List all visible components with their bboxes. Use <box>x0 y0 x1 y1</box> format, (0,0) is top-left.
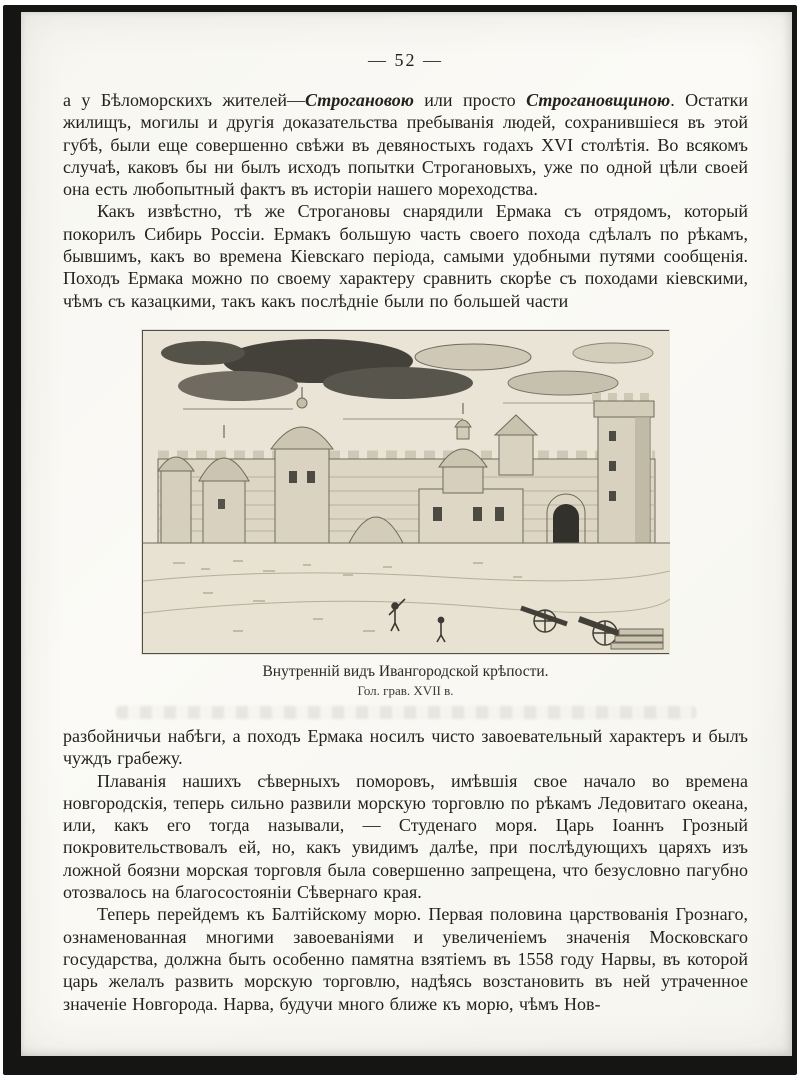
paragraph-5: Теперь перейдемъ къ Балтійскому морю. Первая половина царствованія Грознаго, ознаменованная многими завоеваніями и увеличеніемъ значенія Московскаго государства, должна быть особенно памятна взятіемъ въ 1558 году Нарвы, въ которой царь желалъ развить морскую торговлю, надѣясь возстановить въ ней утраченное значеніе Новгорода. Нарва, будучи много ближе къ морю, чѣмъ Нов- <box>63 904 748 1014</box>
figure-ivangorod <box>142 330 669 699</box>
figure-caption-credit: Гол. грав. XVII в. <box>357 682 454 698</box>
engraving-log-pile <box>611 629 663 649</box>
paragraph-4: Плаванія нашихъ сѣверныхъ поморовъ, имѣвшія свое начало во времена новгородскія, теперь сильно развили морскую торговлю по рѣкамъ Ледовитаго океана, или, какъ его тогда называли, — Студенаго моря. Царь Іоаннъ Грозный покровительствовалъ ей, но, какъ увидимъ далѣе, при послѣдующихъ царяхъ изъ ложной боязни морская торговля была совершенно запрещена, что безусловно пагубно отозвалось на благосостояніи Сѣвернаго края. <box>63 770 748 903</box>
text-run: . Остатки жилищъ, могилы и другія доказательства пребыванія людей, сохранившіеся въ этой губѣ, были еще совершенно свѣжи въ девяностыхъ годахъ XVI столѣтія. Во всякомъ случаѣ, каковъ бы ни былъ исходъ попытки Строгановыхъ, уже по одной цѣли своей она есть любопытный фактъ въ исторіи нашего мореходства. <box>63 90 748 200</box>
paragraph-1 <box>63 89 748 200</box>
figure-caption-title: Внутренній видъ Ивангородской крѣпости. <box>262 662 549 680</box>
paragraph-2: Какъ извѣстно, тѣ же Строгановы снарядили Ермака съ отрядомъ, который покорилъ Сибирь Россіи. Ермакъ большую часть своего похода сдѣлалъ по рѣкамъ, бывшимъ, какъ во времена Кіевскаго періода, самыми удобными путями сообщенія. Походъ Ермака можно по своему характеру сравнить скорѣе съ походами кіевскими, чѣмъ съ казацкими, такъ какъ послѣдніе были по большей части <box>63 201 748 311</box>
text-run: или просто <box>413 90 527 110</box>
ivangorod-fortress-engraving <box>143 331 670 653</box>
paragraph-3: разбойничьи набѣги, а походъ Ермака носилъ чисто завоевательный характеръ и былъ чуждъ грабежу. <box>63 725 748 769</box>
figure-caption <box>142 663 669 699</box>
page <box>21 12 792 1056</box>
ivangorod-engraving-frame <box>142 330 669 654</box>
show-through-artifact <box>116 706 696 719</box>
term-stroganovoyu: Строгановою <box>304 90 414 110</box>
engraving-great-tower <box>592 397 656 543</box>
term-stroganovshchinoyu: Строгановщиною <box>526 90 671 110</box>
page-number: — 52 — <box>368 50 443 70</box>
engraving-foreground <box>143 543 670 653</box>
text-run: а у Бѣломорскихъ жителей— <box>63 90 305 110</box>
engraving-left-corner-tower <box>158 457 194 543</box>
